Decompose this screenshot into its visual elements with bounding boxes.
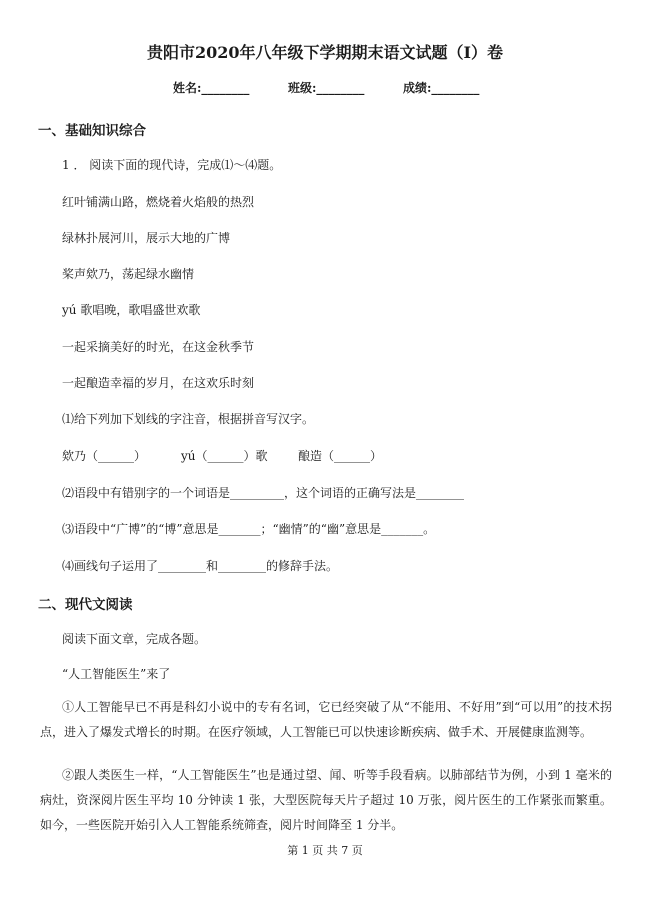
blank-item: yú（______）歌 — [181, 449, 268, 463]
poem-line: 绿林扑展河川，展示大地的广博 — [62, 231, 231, 245]
blank-item: 酿造（______） — [298, 449, 383, 463]
section-heading-basics: 一、基础知识综合 — [38, 123, 146, 139]
name-field: 姓名:________ — [173, 81, 250, 95]
poem-line: yú 歌唱晚，歌唱盛世欢歌 — [62, 303, 201, 317]
sub-question-4: ⑷画线句子运用了________和________的修辞手法。 — [62, 559, 339, 573]
article-paragraph: ①人工智能早已不再是科幻小说中的专有名词，它已经突破了从“不能用、不好用”到“可以用”的技术拐点，进入了爆发式增长的时期。在医疗领域，人工智能已可以快速诊断疾病、做手术、开展健康监测等。 — [40, 700, 612, 739]
blank-item: 欸乃（______） — [62, 449, 147, 463]
page-title: 贵阳市2020年八年级下学期期末语文试题（I）卷 — [146, 43, 504, 62]
article-paragraph: ②跟人类医生一样，“人工智能医生”也是通过望、闻、听等手段看病。以肺部结节为例，小到 1 毫米的病灶，资深阅片医生平均 10 分钟读 1 张，大型医院每天片子超过 10 万张，阅片医生的工作紧张而繁重。如今，一些医院开始引入人工智能系统筛查，阅片时间降至 1 分半。 — [40, 768, 612, 832]
sub-question-2: ⑵语段中有错别字的一个词语是_________，这个词语的正确写法是________ — [62, 486, 465, 500]
question-1-intro: 1 ． 阅读下面的现代诗，完成⑴～⑷题。 — [62, 158, 282, 172]
poem-line: 红叶铺满山路，燃烧着火焰般的热烈 — [62, 195, 255, 209]
article-title: “人工智能医生”来了 — [62, 667, 171, 681]
poem-line: 一起酿造幸福的岁月，在这欢乐时刻 — [62, 376, 255, 390]
reading-intro: 阅读下面文章，完成各题。 — [62, 632, 207, 646]
page-footer: 第 1 页 共 7 页 — [287, 844, 363, 857]
sub-question-1: ⑴给下列加下划线的字注音，根据拼音写汉字。 — [62, 412, 315, 426]
score-field: 成绩:________ — [403, 81, 480, 95]
section-heading-reading: 二、现代文阅读 — [38, 597, 133, 613]
poem-line: 一起采摘美好的时光，在这金秋季节 — [62, 340, 255, 354]
poem-line: 桨声欸乃，荡起绿水幽情 — [62, 267, 195, 281]
class-field: 班级:________ — [288, 81, 365, 95]
sub-question-3: ⑶语段中“广博”的“博”意思是_______；“幽情”的“幽”意思是_______。 — [62, 522, 436, 536]
